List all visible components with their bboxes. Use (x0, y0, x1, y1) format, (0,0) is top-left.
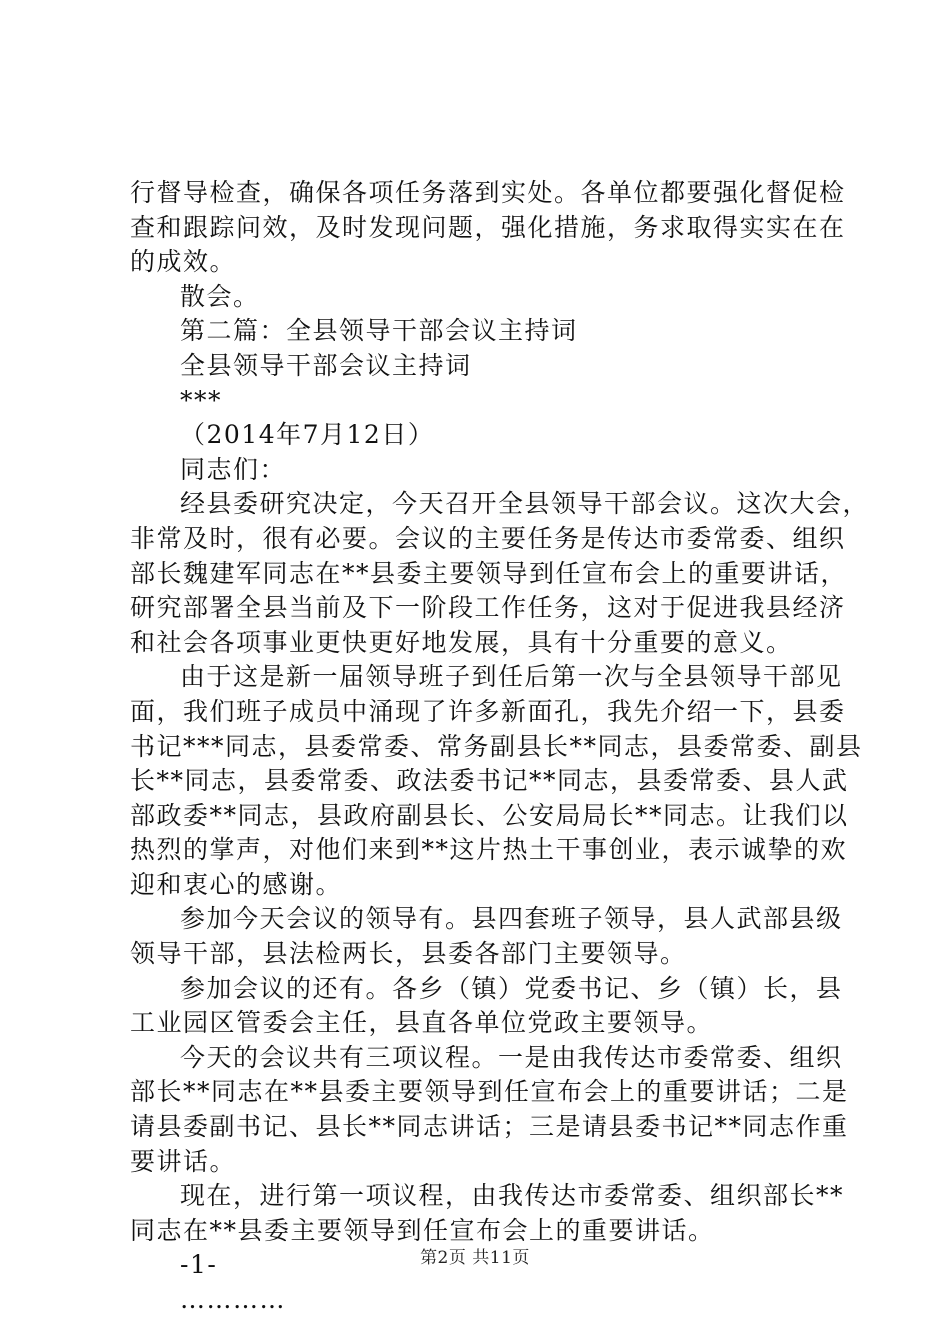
document-body (130, 176, 870, 1318)
document-line: 行督导检查，确保各项任务落到实处。各单位都要强化督促检 (130, 178, 846, 207)
document-line: 由于这是新一届领导班子到任后第一次与全县领导干部见 (180, 662, 843, 692)
document-line: 长**同志，县委常委、政法委书记**同志，县委常委、县人武 (130, 766, 849, 796)
document-line: 书记***同志，县委常委、常务副县长**同志，县委常委、副县 (130, 731, 863, 761)
document-line: 全县领导干部会议主持词 (180, 350, 472, 380)
document-line: 热烈的掌声，对他们来到**这片热土干事创业，表示诚挚的欢 (130, 835, 848, 865)
document-line: 第二篇：全县领导干部会议主持词 (180, 316, 578, 346)
page-footer: 第2页 共11页 (420, 1248, 530, 1268)
document-line: 参加会议的还有。各乡（镇）党委书记、乡（镇）长，县 (180, 973, 843, 1003)
document-line: 同志在**县委主要领导到任宣布会上的重要讲话。 (130, 1215, 715, 1245)
document-line: 部长魏建军同志在**县委主要领导到任宣布会上的重要讲话， (130, 558, 848, 588)
document-line: 要讲话。 (130, 1146, 237, 1176)
document-line: 经县委研究决定，今天召开全县领导干部会议。这次大会， (180, 489, 870, 519)
document-line: 的成效。 (130, 247, 237, 277)
document-line: 领导干部，县法检两长，县委各部门主要领导。 (130, 939, 687, 969)
document-line: 非常及时，很有必要。会议的主要任务是传达市委常委、组织 (130, 523, 846, 553)
document-line: 同志们： (180, 454, 287, 484)
document-line: 查和跟踪问效，及时发现问题，强化措施，务求取得实实在在 (130, 212, 846, 242)
document-line: 部长**同志在**县委主要领导到任宣布会上的重要讲话；二是 (130, 1077, 849, 1107)
document-line: 迎和衷心的感谢。 (130, 869, 343, 899)
document-line: -1- (180, 1250, 218, 1280)
document-line: 散会。 (180, 281, 260, 311)
document-line: 今天的会议共有三项议程。一是由我传达市委常委、组织 (180, 1042, 843, 1072)
document-line: 面，我们班子成员中涌现了许多新面孔，我先介绍一下，县委 (130, 696, 846, 726)
document-line: 参加今天会议的领导有。县四套班子领导，县人武部县级 (180, 904, 843, 934)
document-line: ………… (180, 1285, 286, 1314)
document-line: *** (180, 385, 222, 415)
document-line: 工业园区管委会主任，县直各单位党政主要领导。 (130, 1008, 714, 1038)
document-line: 部政委**同志，县政府副县长、公安局局长**同志。让我们以 (130, 800, 849, 830)
document-line: 请县委副书记、县长**同志讲话；三是请县委书记**同志作重 (130, 1112, 849, 1142)
document-line: 和社会各项事业更快更好地发展，具有十分重要的意义。 (130, 627, 793, 657)
document-line: 现在，进行第一项议程，由我传达市委常委、组织部长** (180, 1181, 845, 1211)
document-line: （2014年7月12日） (180, 420, 435, 450)
document-line: 研究部署全县当前及下一阶段工作任务，这对于促进我县经济 (130, 593, 846, 623)
